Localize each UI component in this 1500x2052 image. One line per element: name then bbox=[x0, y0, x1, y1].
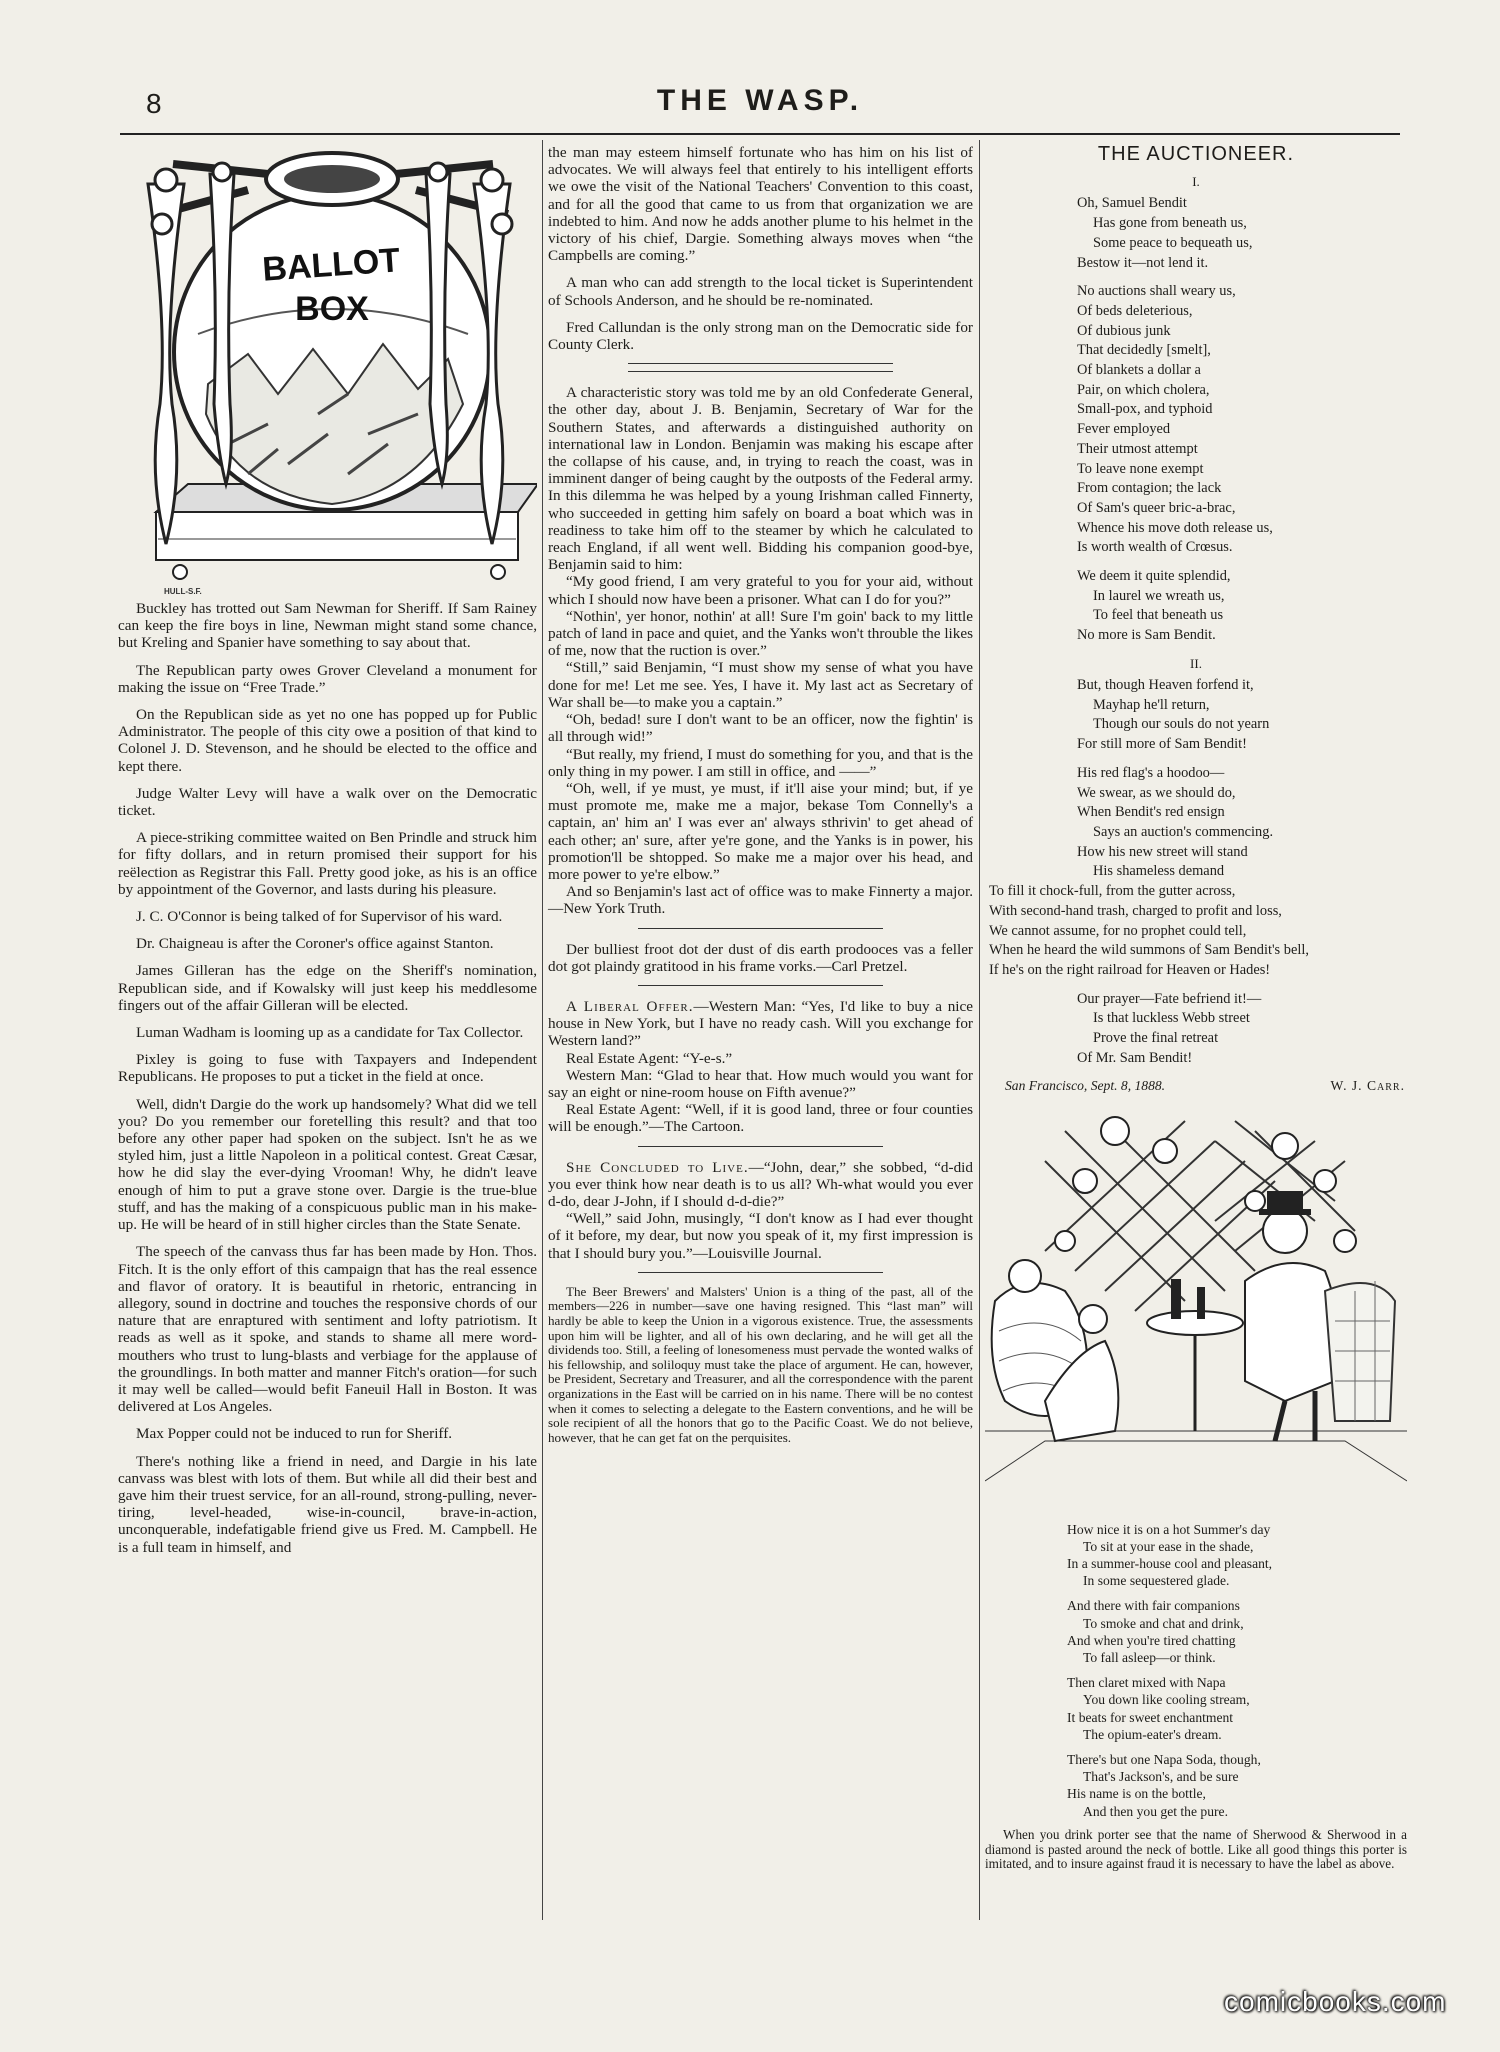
poem-line: To leave none exempt bbox=[1077, 460, 1204, 477]
poem-line: To fill it chock-full, from the gutter across, bbox=[989, 883, 1236, 900]
story-paragraph: “Nothin', yer honor, nothin' at all! Sure I'm goin' back to my little patch of land in pace and quiet, and the Yanks won't throuble the likes of me, now that the ruction is over.” bbox=[548, 607, 973, 660]
auctioneer-poem-part-one bbox=[1077, 194, 1407, 645]
story-paragraph: “Oh, bedad! sure I don't want to be an officer, now the fightin' is all through wid!” bbox=[548, 711, 973, 746]
brewers-union-item: The Beer Brewers' and Malsters' Union is a thing of the past, all of the members—226 in number—save one having resigned. This “last man” will hardly be able to keep the Union in a vigorous existence. True, the assessments upon him will be lighter, and all of his own declaring, and he will get all the dividends too. Still, a feeling of lonesomeness must pervade the wonted walks of his fellowship, and soliloquy must take the place of argument. He can, however, be President, Secretary and Treasurer, and all the correspondence with the parent organizations in the East will be carried on in his name. There will be no contest when it comes to selecting a delegate to the Eastern conventions, and he will be sole recipient of all the honors that go to the Pacific Coast. We do not believe, however, that he can get fat on the perquisites. bbox=[548, 1283, 973, 1445]
box-label: BOX bbox=[295, 290, 369, 328]
section-divider bbox=[638, 1272, 883, 1273]
poem-line: We swear, as we should do, bbox=[1077, 784, 1236, 801]
stanza bbox=[1077, 567, 1407, 646]
poem-line: That decidedly [smelt], bbox=[1077, 342, 1211, 359]
napa-soda-poem bbox=[1067, 1521, 1407, 1820]
auctioneer-poem-part-two bbox=[989, 676, 1407, 1068]
poem-line: Of blankets a dollar a bbox=[1077, 362, 1201, 379]
poem-line: You down like cooling stream, bbox=[1083, 1692, 1250, 1708]
site-watermark: comicbooks.com bbox=[1224, 1986, 1447, 2017]
poem-line: Of Sam's queer bric-a-brac, bbox=[1077, 499, 1236, 516]
concluded-to-live-lead bbox=[548, 1159, 973, 1211]
ballot-label: BALLOT bbox=[261, 241, 402, 289]
poem-line: In a summer-house cool and pleasant, bbox=[1067, 1556, 1273, 1572]
poem-line: And when you're tired chatting bbox=[1067, 1632, 1236, 1648]
poem-line: But, though Heaven forfend it, bbox=[1077, 677, 1254, 694]
poem-line: From contagion; the lack bbox=[1077, 480, 1222, 497]
poem-line: If he's on the right railroad for Heaven or Hades! bbox=[989, 961, 1271, 978]
poem-line: No auctions shall weary us, bbox=[1077, 283, 1236, 300]
poem-line: We cannot assume, for no prophet could tell, bbox=[989, 922, 1247, 939]
poem-line: Some peace to bequeath us, bbox=[1093, 234, 1253, 251]
story-paragraph: “But really, my friend, I must do something for you, and that is the only thing in my power. I am still in office, and ——” bbox=[548, 745, 973, 780]
political-notes bbox=[118, 600, 537, 1556]
poem-line: We deem it quite splendid, bbox=[1077, 568, 1231, 585]
page-header bbox=[120, 80, 1400, 120]
liberal-offer-heading: A Liberal Offer. bbox=[566, 997, 694, 1015]
story-paragraph: “Still,” said Benjamin, “I must show my sense of what you have done for me! Let me see. Yes, I have it. My last act as Secretary of War shall be—to make you a captain.” bbox=[548, 659, 973, 711]
poem-line: No more is Sam Bendit. bbox=[1077, 627, 1216, 644]
news-item: Judge Walter Levy will have a walk over on the Democratic ticket. bbox=[118, 784, 537, 820]
poem-line: To feel that beneath us bbox=[1093, 607, 1224, 624]
article-paragraph: the man may esteem himself fortunate who has him on his list of advocates. We will always feel that entirely to his intelligent efforts we owe the visit of the National Teachers' Convention to this coast, and for all the good that came to us from that organization we are indebted to him. And now he adds another plume to his helmet in the victory of his chief, Dargie. Something always moves when “the Campbells are coming.” bbox=[548, 144, 973, 265]
stanza bbox=[989, 764, 1407, 981]
story-paragraph: “Oh, well, if ye must, ye must, if it'll aise your mind; but, if ye must promote me, make me a major, bekase Tom Connelly's a captain, an' him an' I was ever an' always sthrivin' to get ahead of each other; an' sure, after ye're gone, and the Yanks is in power, his promotion'll be shtopped. So make me a major over his head, and more power to ye're elbow.” bbox=[548, 779, 973, 883]
poem-line: Then claret mixed with Napa bbox=[1067, 1675, 1226, 1691]
column-middle bbox=[548, 144, 973, 1455]
news-item: Luman Wadham is looming up as a candidate for Tax Collector. bbox=[136, 1024, 524, 1042]
poem-line: In some sequestered glade. bbox=[1083, 1573, 1230, 1589]
poem-line: With second-hand trash, charged to profit and loss, bbox=[989, 902, 1282, 919]
liberal-offer-lead bbox=[548, 998, 973, 1050]
section-divider bbox=[628, 363, 893, 372]
poem-line: How nice it is on a hot Summer's day bbox=[1067, 1521, 1271, 1537]
artist-signature: HULL-S.F. bbox=[164, 587, 202, 596]
poem-line: Our prayer—Fate befriend it!— bbox=[1077, 990, 1262, 1007]
column-rule bbox=[979, 140, 980, 1920]
benjamin-story bbox=[548, 384, 973, 917]
stanza bbox=[1067, 1597, 1407, 1666]
author: W. J. Carr. bbox=[1330, 1078, 1405, 1094]
poem-line: The opium-eater's dream. bbox=[1083, 1726, 1222, 1742]
news-item: A piece-striking committee waited on Ben Prindle and struck him for fifty dollars, and in return promised their support for his reëlection as Registrar this Fall. Pretty good joke, as his is an office by appointment of the Governor, and lasts during his pleasure. bbox=[118, 829, 537, 898]
poem-line: Is that luckless Webb street bbox=[1093, 1010, 1250, 1027]
poem-part-number: I. bbox=[1192, 174, 1200, 190]
column-right bbox=[985, 144, 1407, 1882]
poem-line: Small-pox, and typhoid bbox=[1077, 401, 1213, 418]
poem-line: Says an auction's commencing. bbox=[1093, 824, 1274, 840]
poem-line: Though our souls do not yearn bbox=[1093, 716, 1270, 733]
news-item: The speech of the canvass thus far has been made by Hon. Thos. Fitch. It is the only effort of this campaign that has the real essence and flavor of oratory. It is beautiful in rhetoric, entrancing in allegory, sound in doctrine and touches the responsive chords of our nature that are enraptured with sentiment and lofty patriotism. It reads as well as it spoke, and stands to shame all mere word-mouthers who trust to lung-blasts and verbiage for the applause of the groundlings. In both matter and manner Fitch's oration—for such it may well be called—would befit Faneuil Hall in Boston. It was delivered at Los Angeles. bbox=[118, 1243, 537, 1416]
poem-line: Of dubious junk bbox=[1077, 322, 1171, 339]
dateline: San Francisco, Sept. 8, 1888. bbox=[1005, 1078, 1166, 1094]
poem-signoff bbox=[1005, 1077, 1405, 1094]
section-divider bbox=[638, 985, 883, 986]
stanza bbox=[1067, 1521, 1407, 1590]
news-item: Pixley is going to fuse with Taxpayers and Independent Republicans. He proposes to put a ticket in the field at once. bbox=[118, 1051, 537, 1086]
stanza bbox=[1077, 676, 1407, 755]
poem-line: Of Mr. Sam Bendit! bbox=[1077, 1049, 1193, 1066]
poem-line: Oh, Samuel Bendit bbox=[1077, 195, 1187, 212]
poem-line: Whence his move doth release us, bbox=[1077, 519, 1273, 536]
poem-line: Of beds deleterious, bbox=[1077, 302, 1193, 319]
poem-line: His shameless demand bbox=[1093, 863, 1225, 880]
story-paragraph: A characteristic story was told me by an old Confederate General, the other day, about J. B. Benjamin, Secretary of War for the Southern States, and afterwards a distinguished authority on international law in London. Benjamin was making his escape after the collapse of his cause, and, in trying to reach the coast, was in imminent danger of being caught by the outposts of the Federal army. In this dilemma he was helped by a young Irishman called Finnerty, who succeeded in getting him safely on board a boat which was in readiness to take him off to the steamer by which he calculated to reach England, if all went well. Bidding his companion good-bye, Benjamin said to him: bbox=[548, 384, 973, 574]
news-item: Buckley has trotted out Sam Newman for Sheriff. If Sam Rainey can keep the fire boys in line, Newman might stand some chance, but Kreling and Spanier have something to say about that. bbox=[118, 600, 537, 652]
poem-line: Pair, on which cholera, bbox=[1077, 381, 1210, 398]
news-item: Dr. Chaigneau is after the Coroner's office against Stanton. bbox=[136, 935, 494, 953]
article-paragraph: A man who can add strength to the local ticket is Superintendent of Schools Anderson, and he should be re-nominated. bbox=[548, 274, 973, 309]
stanza bbox=[1067, 1674, 1407, 1743]
poem-line: How his new street will stand bbox=[1077, 843, 1248, 860]
poem-line: Bestow it—not lend it. bbox=[1077, 254, 1209, 271]
concluded-to-live-line: “Well,” said John, musingly, “I don't know as I had ever thought of it before, my dear, but now you speak of it, my first impression is that I should bury you.”—Louisville Journal. bbox=[548, 1210, 973, 1262]
sherwood-porter-notice: When you drink porter see that the name of Sherwood & Sherwood in a diamond is pasted around the neck of bottle. Like all good things this porter is imitated, and to insure against fraud it is necessary to have the label as above. bbox=[985, 1826, 1407, 1872]
poem-part-number: II. bbox=[1190, 655, 1202, 671]
section-divider bbox=[638, 1146, 883, 1147]
liberal-offer-text: —Western Man: “Yes, I'd like to buy a nice house in New York, but I have no ready cash. Will you exchange for Western land?” bbox=[548, 997, 974, 1050]
news-item: J. C. O'Connor is being talked of for Supervisor of his ward. bbox=[136, 908, 503, 926]
liberal-offer-line: Western Man: “Glad to hear that. How much would you want for say an eight or nine-room house on Fifth avenue?” bbox=[548, 1066, 973, 1101]
news-item: Well, didn't Dargie do the work up handsomely? What did we tell you? Do you remember our foretelling this result? and that too before any other paper had spoken on the subject. Isn't he as we styled him, just a little Napoleon in a political contest. Great Cæsar, how he did slay the ever-dying Vrooman! Why, he didn't leave enough of him to put a grave stone over. Dargie is the true-blue stuff, and has the making of a conspicuous public man in his make-up. He will be heard of in still higher circles than the State Senate. bbox=[118, 1095, 537, 1234]
poem-title: THE AUCTIONEER. bbox=[1097, 143, 1295, 165]
section-divider bbox=[638, 928, 883, 929]
poem-line: In laurel we wreath us, bbox=[1093, 587, 1225, 604]
poem-line: To fall asleep—or think. bbox=[1083, 1650, 1216, 1666]
poem-line: That's Jackson's, and be sure bbox=[1083, 1769, 1239, 1785]
stanza bbox=[1067, 1751, 1407, 1820]
news-item: There's nothing like a friend in need, and Dargie in his late canvass was blest with lots of them. But while all did their best and gave him their truest service, for an all-round, strong-pulling, never-tiring, level-headed, wise-in-council, brave-in-action, unconquerable, indefatigable friend give us Fred. M. Campbell. He is a full team in himself, and bbox=[118, 1452, 537, 1556]
column-rule bbox=[542, 140, 543, 1920]
liberal-offer-line: Real Estate Agent: “Y-e-s.” bbox=[566, 1049, 733, 1067]
story-paragraph: And so Benjamin's last act of office was to make Finnerty a major.—New York Truth. bbox=[548, 883, 973, 918]
ballot-box-illustration bbox=[118, 144, 537, 600]
poem-line: Mayhap he'll return, bbox=[1093, 696, 1210, 713]
concluded-to-live-heading: She Concluded to Live. bbox=[566, 1158, 749, 1176]
story-paragraph: “My good friend, I am very grateful to you for your aid, without which I should now have been a prisoner. What can I do for you?” bbox=[548, 573, 973, 608]
pretzel-quip: Der bulliest froot dot der dust of dis earth prodooces vas a feller dot got plaindy gratitood in his frame vorks.—Carl Pretzel. bbox=[548, 940, 973, 975]
article-paragraph: Fred Callundan is the only strong man on the Democratic side for County Clerk. bbox=[548, 318, 973, 354]
stanza bbox=[1077, 282, 1407, 558]
stanza bbox=[1077, 990, 1407, 1069]
news-item: On the Republican side as yet no one has popped up for Public Administrator. The people of this city owe a position of that kind to Colonel J. D. Stevenson, and he should be elected to the office and kept there. bbox=[118, 706, 537, 775]
poem-line: There's but one Napa Soda, though, bbox=[1067, 1752, 1261, 1768]
poem-line: Prove the final retreat bbox=[1093, 1030, 1219, 1047]
poem-line: Fever employed bbox=[1077, 421, 1171, 438]
poem-line: Is worth wealth of Crœsus. bbox=[1077, 539, 1233, 556]
poem-line: And there with fair companions bbox=[1067, 1598, 1240, 1614]
poem-line: For still more of Sam Bendit! bbox=[1077, 736, 1247, 753]
masthead: THE WASP. bbox=[656, 84, 864, 117]
poem-line: To sit at your ease in the shade, bbox=[1083, 1538, 1254, 1554]
poem-line: When he heard the wild summons of Sam Bendit's bell, bbox=[989, 942, 1309, 959]
summer-house-illustration bbox=[985, 1101, 1407, 1521]
poem-line: It beats for sweet enchantment bbox=[1067, 1709, 1234, 1725]
news-item: Max Popper could not be induced to run for Sheriff. bbox=[136, 1425, 453, 1443]
page-number: 8 bbox=[146, 88, 162, 119]
poem-line: To smoke and chat and drink, bbox=[1083, 1615, 1244, 1631]
news-item: The Republican party owes Grover Cleveland a monument for making the issue on “Free Trade.” bbox=[118, 661, 537, 696]
liberal-offer-line: Real Estate Agent: “Well, if it is good land, three or four counties will be enough.”—The Cartoon. bbox=[548, 1101, 973, 1136]
poem-line: Their utmost attempt bbox=[1077, 440, 1198, 457]
poem-line: Has gone from beneath us, bbox=[1093, 215, 1247, 232]
stanza bbox=[1077, 194, 1407, 273]
poem-line: When Bendit's red ensign bbox=[1077, 804, 1225, 821]
poem-line: And then you get the pure. bbox=[1083, 1803, 1228, 1819]
poem-line: His name is on the bottle, bbox=[1067, 1786, 1206, 1802]
header-rule bbox=[120, 133, 1400, 135]
news-item: James Gilleran has the edge on the Sheriff's nomination, Republican side, and if Kowalsky will just keep his meddlesome fingers out of the affair Gilleran will be elected. bbox=[118, 962, 537, 1014]
poem-line: His red flag's a hoodoo— bbox=[1077, 764, 1225, 781]
column-left bbox=[118, 144, 537, 1566]
concluded-to-live-text: —“John, dear,” she sobbed, “d-did you ever think how near death is to us all? Wh-what would you ever d-do, dear J-John, if I should d-d-die?” bbox=[548, 1158, 973, 1210]
